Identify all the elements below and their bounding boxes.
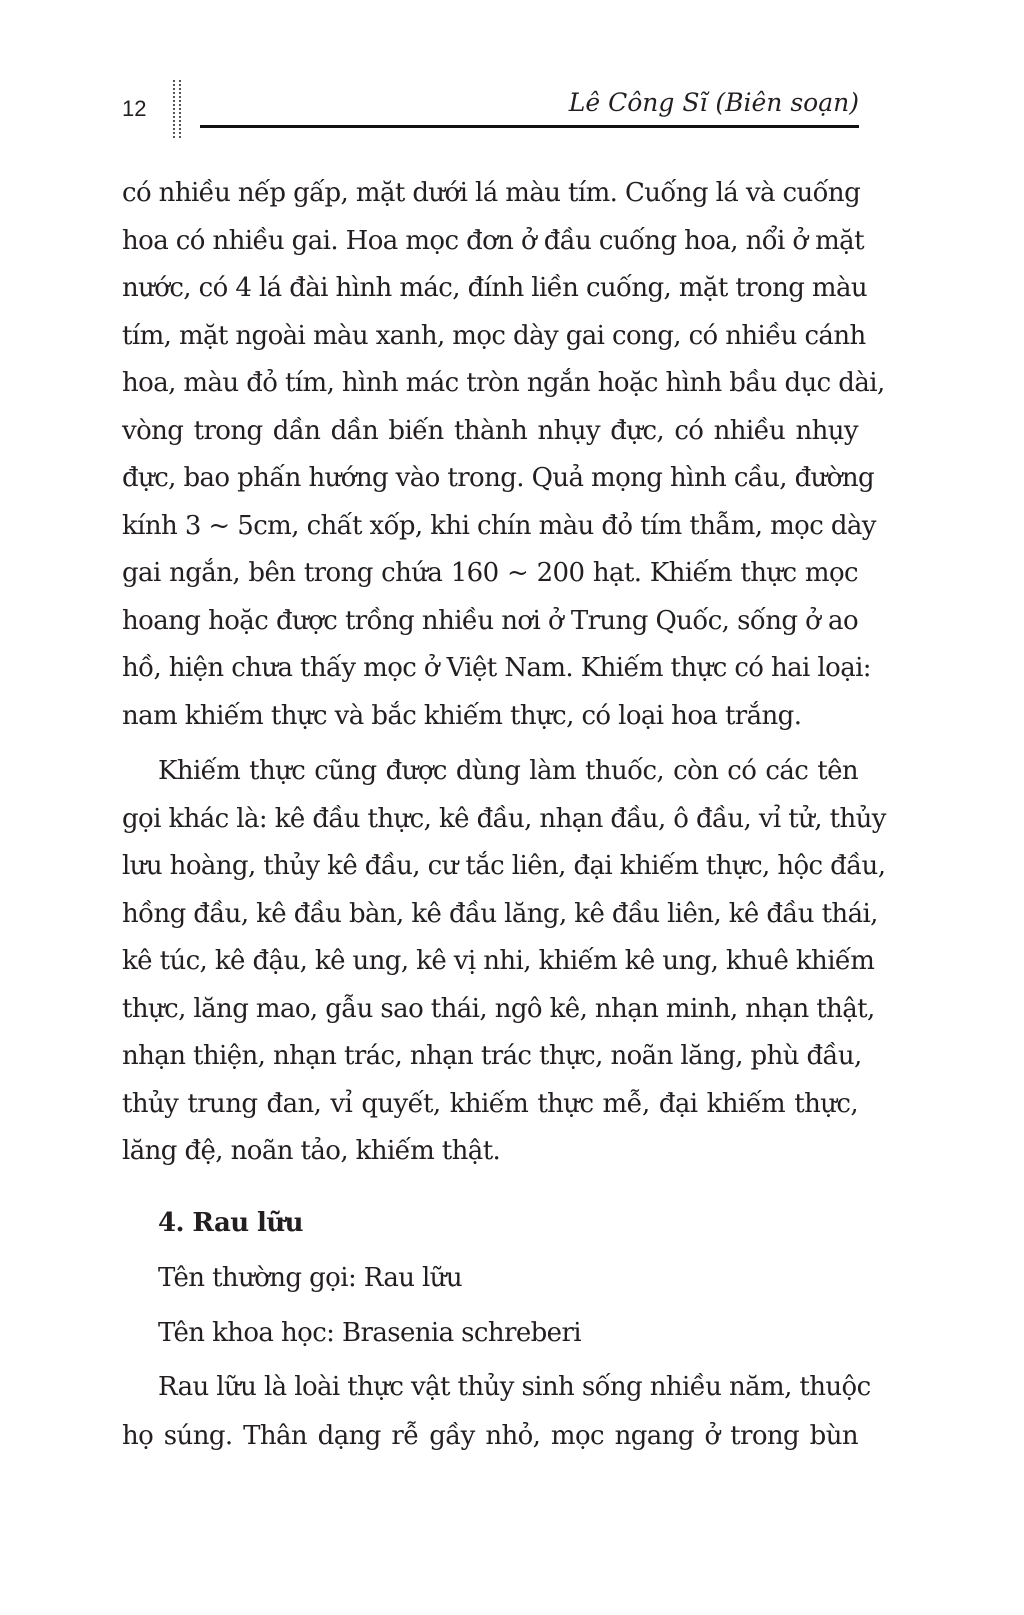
text-line: gọi khác là: kê đầu thực, kê đầu, nhạn đầu, ô đầu, vỉ tử, thủy [122, 803, 886, 834]
text-line: tím, mặt ngoài màu xanh, mọc dày gai cong, có nhiều cánh [122, 320, 866, 351]
text-line: thực, lăng mao, gẫu sao thái, ngô kê, nhạn minh, nhạn thật, [122, 993, 875, 1024]
text-line: gai ngắn, bên trong chứa 160 ~ 200 hạt. Khiếm thực mọc [122, 558, 858, 588]
running-header-author: Lê Công Sĩ (Biên soạn) [568, 88, 859, 117]
text-line: hồ, hiện chưa thấy mọc ở Việt Nam. Khiếm thực có hai loại: [122, 653, 871, 683]
text-line: hoang hoặc được trồng nhiều nơi ở Trung Quốc, sống ở ao [122, 605, 858, 636]
text-line: lưu hoàng, thủy kê đầu, cư tắc liên, đại khiếm thực, hộc đầu, [122, 851, 886, 881]
text-line: có nhiều nếp gấp, mặt dưới lá màu tím. Cuống lá và cuống [122, 178, 861, 208]
text-line: kê túc, kê đậu, kê ung, kê vị nhi, khiếm kê ung, khuê khiếm [122, 946, 875, 976]
text-line: họ súng. Thân dạng rễ gầy nhỏ, mọc ngang ở trong bùn [122, 1421, 858, 1451]
text-line: Khiếm thực cũng được dùng làm thuốc, còn có các tên [158, 756, 858, 786]
section-heading: 4. Rau lữu [158, 1208, 303, 1238]
text-line: hoa có nhiều gai. Hoa mọc đơn ở đầu cuống hoa, nổi ở mặt [122, 225, 864, 256]
text-line: hoa, màu đỏ tím, hình mác tròn ngắn hoặc hình bầu dục dài, [122, 368, 885, 398]
text-line: đực, bao phấn hướng vào trong. Quả mọng hình cầu, đường [122, 463, 875, 493]
common-name: Tên thường gọi: Rau lữu [158, 1263, 463, 1293]
paragraph-2 [122, 748, 886, 1176]
text-line: lăng đệ, noãn tảo, khiếm thật. [122, 1136, 501, 1166]
text-line: nam khiếm thực và bắc khiếm thực, có loại hoa trắng. [122, 700, 802, 731]
section-rau-luu [122, 1196, 871, 1461]
text-line: thủy trung đan, vỉ quyết, khiếm thực mễ, đại khiếm thực, [122, 1088, 858, 1119]
text-line: hồng đầu, kê đầu bàn, kê đầu lăng, kê đầu liên, kê đầu thái, [122, 898, 878, 929]
page-number: 12 [122, 96, 147, 121]
text-line: vòng trong dần dần biến thành nhụy đực, có nhiều nhụy [122, 415, 858, 446]
scientific-name: Tên khoa học: Brasenia schreberi [158, 1318, 582, 1348]
paragraph-1 [122, 170, 885, 740]
text-line: Rau lữu là loài thực vật thủy sinh sống nhiều năm, thuộc [158, 1372, 871, 1402]
text-line: nước, có 4 lá đài hình mác, đính liền cuống, mặt trong màu [122, 273, 868, 303]
text-line: kính 3 ~ 5cm, chất xốp, khi chín màu đỏ tím thẫm, mọc dày [122, 510, 876, 541]
text-line: nhạn thiện, nhạn trác, nhạn trác thực, noãn lăng, phù đầu, [122, 1041, 862, 1071]
header-rule [200, 125, 859, 128]
header-ornament [173, 80, 181, 138]
